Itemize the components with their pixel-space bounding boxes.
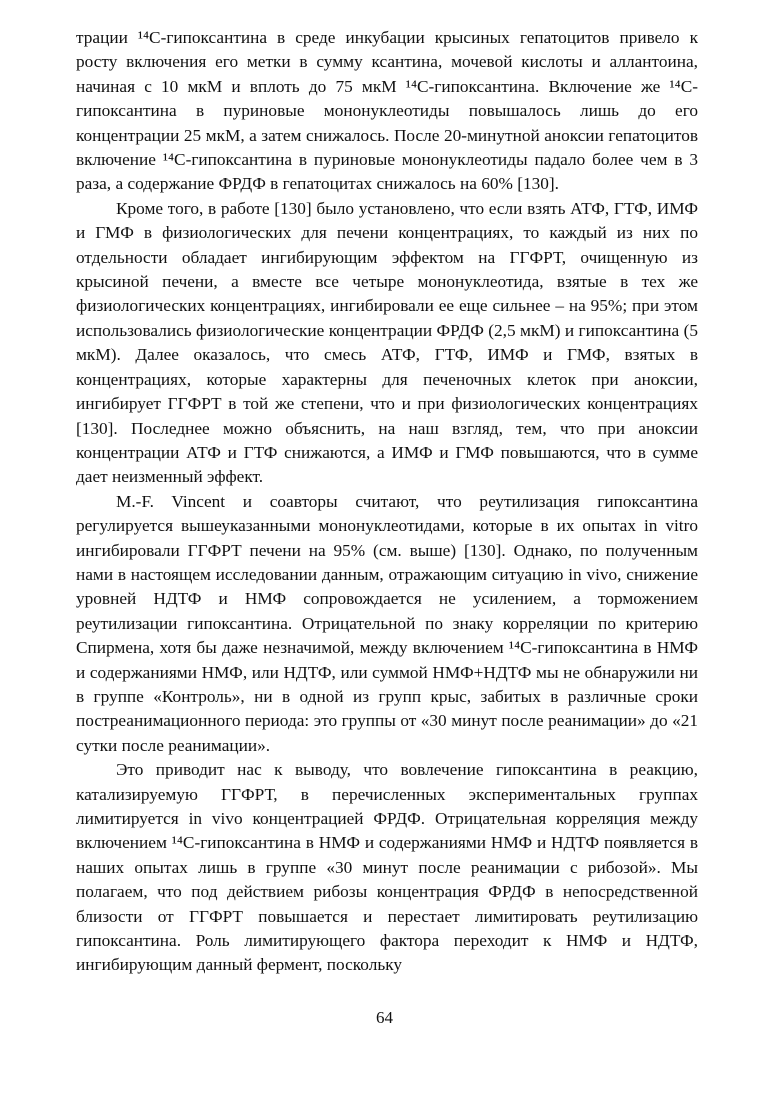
paragraph-4: Это приводит нас к выводу, что вовлечение гипоксантина в реакцию, катализируемую ГГФРТ, в перечисленных экспериментальных группах лимитируется in vivo концентрацией ФРДФ. Отрицательная корреляция между включением ¹⁴С-гипоксантина в НМФ и содержаниями НМФ и НДТФ появляется в наших опытах лишь в группе «30 минут после реанимации с рибозой». Мы полагаем, что под действием рибозы концентрация ФРДФ в непосредственной близости от ГГФРТ повышается и перестает лимитировать реутилизацию гипоксантина. Роль лимитирующего фактора переходит к НМФ и НДТФ, ингибирующим данный фермент, поскольку bbox=[76, 760, 698, 975]
paragraph-3: M.-F. Vincent и соавторы считают, что реутилизация гипоксантина регулируется вышеуказанными мононуклеотидами, которые в их опытах in vitro ингибировали ГГФРТ печени на 95% (см. выше) [130]. Однако, по полученным нами в настоящем исследовании данным, отражающим ситуацию in vivo, снижение уровней НДТФ и НМФ сопровождается не усилением, а торможением реутилизации гипоксантина. Отрицательной по знаку корреляции по критерию Спирмена, хотя бы даже незначимой, между включением ¹⁴С-гипоксантина в НМФ и содержаниями НМФ, или НДТФ, или суммой НМФ+НДТФ мы не обнаружили ни в группе «Контроль», ни в одной из групп крыс, забитых в различные сроки постреанимационного периода: это группы от «30 минут после реанимации» до «21 сутки после реанимации». bbox=[76, 491, 698, 755]
paragraph-2: Кроме того, в работе [130] было установлено, что если взять АТФ, ГТФ, ИМФ и ГМФ в физиологических для печени концентрациях, то каждый из них по отдельности обладает ингибирующим эффектом на ГГФРТ, очищенную из крысиной печени, а вместе все четыре мононуклеотида, взятые в тех же физиологических концентрациях, ингибировали ее еще сильнее – на 95%; при этом использовались физиологические концентрации ФРДФ (2,5 мкМ) и гипоксантина (5 мкМ). Далее оказалось, что смесь АТФ, ГТФ, ИМФ и ГМФ, взятых в концентрациях, которые характерны для печеночных клеток при аноксии, ингибирует ГГФРТ в той же степени, что и при физиологических концентрациях [130]. Последнее можно объяснить, на наш взгляд, тем, что при аноксии концентрации АТФ и ГТФ снижаются, а ИМФ и ГМФ повышаются, что в сумме дает неизменный эффект. bbox=[76, 198, 698, 487]
page-body bbox=[76, 26, 698, 978]
page-number: 64 bbox=[376, 1008, 393, 1027]
paragraph-1: трации ¹⁴С-гипоксантина в среде инкубации крысиных гепатоцитов привело к росту включения его метки в сумму ксантина, мочевой кислоты и аллантоина, начиная с 10 мкМ и вплоть до 75 мкМ ¹⁴С-гипоксантина. Включение же ¹⁴С-гипоксантина в пуриновые мононуклеотиды повышалось лишь до его концентрации 25 мкМ, а затем снижалось. После 20-минутной аноксии гепатоцитов включение ¹⁴С-гипоксантина в пуриновые мононуклеотиды падало более чем в 3 раза, а содержание ФРДФ в гепатоцитах снижалось на 60% [130]. bbox=[76, 28, 698, 194]
